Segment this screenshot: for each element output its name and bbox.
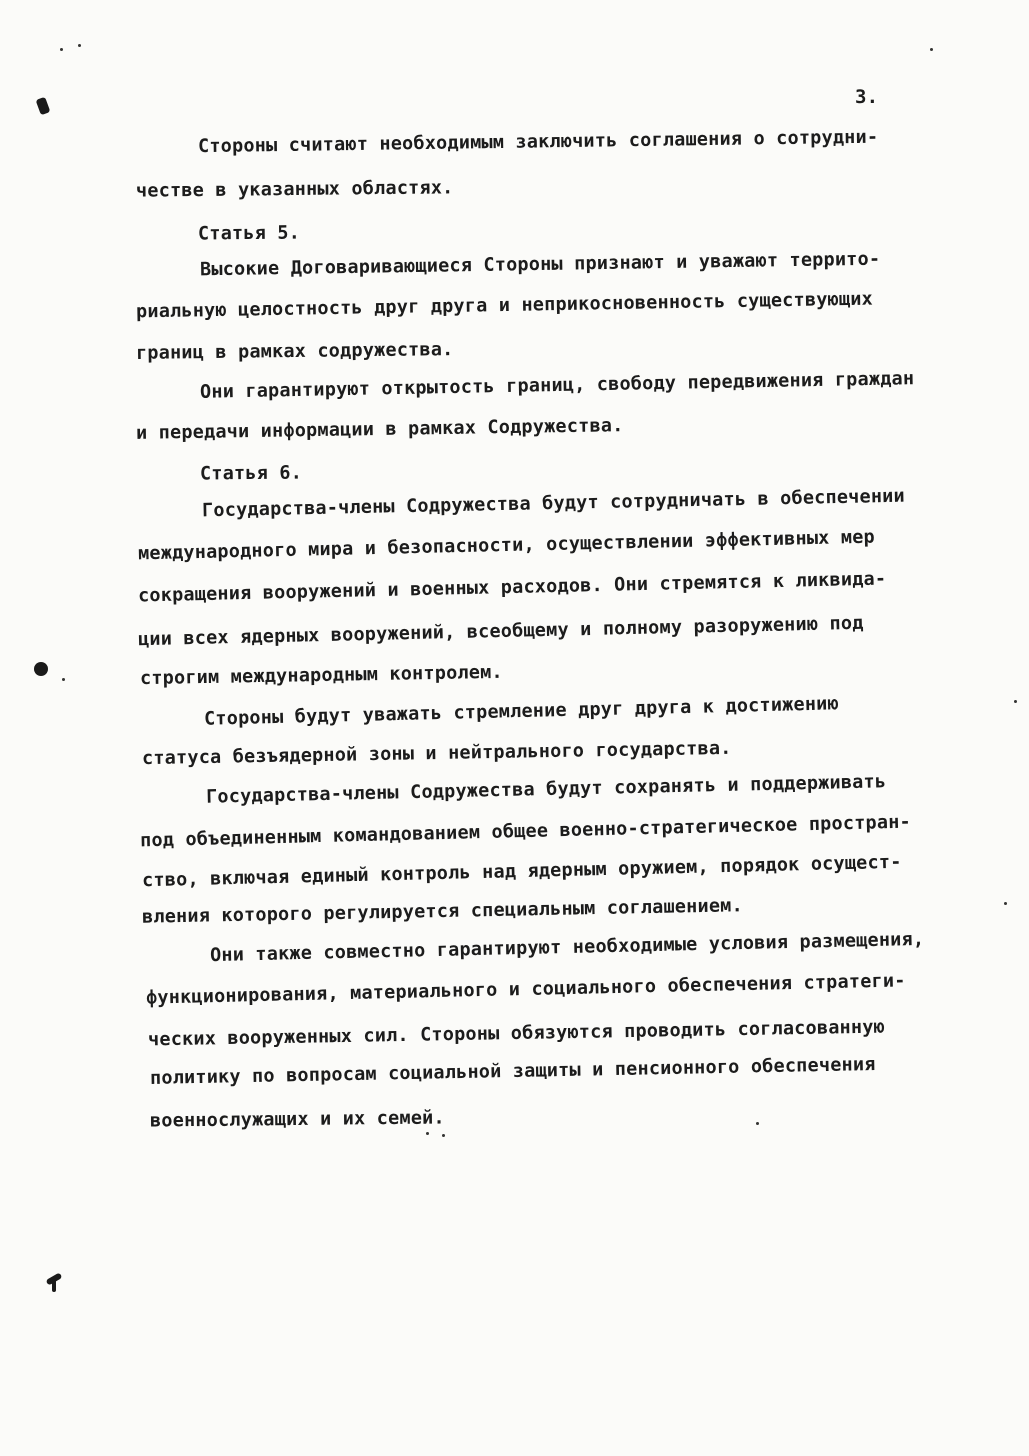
binder-hole-mark: [52, 1278, 56, 1292]
scan-speck: [78, 44, 81, 47]
scan-speck: [1014, 700, 1017, 703]
scan-speck: [930, 48, 933, 51]
text-line: статуса безъядерной зоны и нейтрального государства.: [141, 737, 732, 770]
text-line: Они гарантируют открытость границ, свободу передвижения граждан: [199, 368, 915, 403]
page-number: 3.: [855, 86, 879, 108]
binder-hole-mark: [36, 97, 51, 115]
text-line: Государства-члены Содружества будут сохранять и поддерживать: [205, 771, 887, 808]
text-line: честве в указанных областях.: [135, 177, 454, 202]
scan-speck: [1004, 902, 1007, 905]
text-line: ции всех ядерных вооружений, всеобщему и полному разоружению под: [137, 612, 864, 651]
scan-speck: [426, 1132, 429, 1135]
binder-hole-mark: [34, 662, 48, 676]
text-line: Стороны будут уважать стремление друг друга к достижению: [203, 693, 840, 730]
text-line: сокращения вооружений и военных расходов. Они стремятся к ликвида-: [137, 568, 887, 607]
text-line: Они также совместно гарантируют необходимые условия размещения,: [209, 928, 925, 967]
text-line: ческих вооруженных сил. Стороны обязуются проводить согласованную: [147, 1016, 886, 1051]
article-heading: Статья 5.: [197, 222, 301, 245]
article-heading: Статья 6.: [199, 462, 303, 485]
scan-speck: [60, 48, 63, 51]
scan-speck: [756, 1122, 759, 1125]
text-line: Государства-члены Содружества будут сотрудничать в обеспечении: [201, 485, 906, 522]
text-line: политику по вопросам социальной защиты и пенсионного обеспечения: [149, 1054, 876, 1089]
text-line: военнослужащих и их семей.: [149, 1107, 445, 1132]
text-line: функционирования, материального и социального обеспечения стратеги-: [145, 970, 906, 1009]
scan-speck: [442, 1134, 445, 1137]
text-line: ство, включая единый контроль над ядерным оружием, порядок осущест-: [141, 851, 902, 892]
text-line: границ в рамках содружества.: [135, 339, 454, 364]
text-line: риальную целостность друг друга и неприкосновенность существующих: [135, 288, 874, 323]
text-line: Высокие Договаривающиеся Стороны признают и уважают террито-: [199, 248, 881, 281]
text-line: международного мира и безопасности, осуществлении эффективных мер: [137, 526, 876, 565]
text-line: и передачи информации в рамках Содружества.: [135, 415, 624, 444]
text-line: строгим международным контролем.: [139, 661, 503, 690]
scan-speck: [62, 678, 65, 681]
text-line: под объединенным командованием общее военно-стратегическое простран-: [139, 811, 912, 852]
text-line: Стороны считают необходимым заключить соглашения о сотрудни-: [197, 126, 879, 158]
text-line: вления которого регулируется специальным соглашением.: [141, 895, 744, 928]
